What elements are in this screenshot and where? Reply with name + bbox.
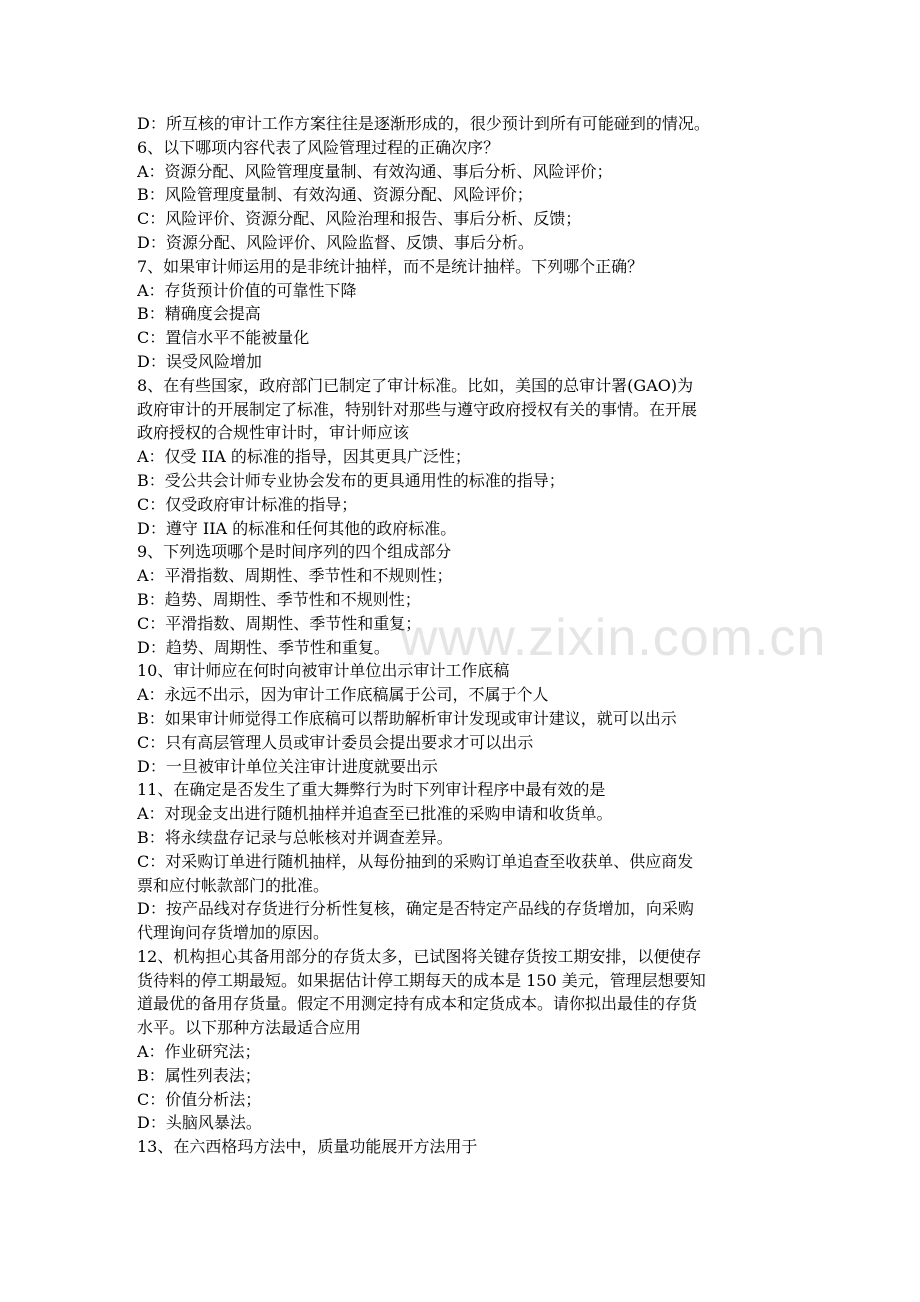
text-line: A：作业研究法；: [137, 1042, 261, 1062]
text-line: 6、以下哪项内容代表了风险管理过程的正确次序？: [137, 137, 500, 157]
text-line: D：一旦被审计单位关注审计进度就要出示: [137, 756, 438, 776]
text-line: D：资源分配、风险评价、风险监督、反馈、事后分析。: [137, 232, 534, 252]
text-line: C：置信水平不能被量化: [137, 328, 310, 348]
text-line: D：趋势、周期性、季节性和重复。: [137, 637, 390, 657]
text-line: 水平。以下那种方法最适合应用: [137, 1018, 362, 1038]
text-line: A：资源分配、风险管理度量制、有效沟通、事后分析、风险评价；: [137, 161, 613, 181]
text-line: A：对现金支出进行随机抽样并追查至已批准的采购申请和收货单。: [137, 804, 613, 824]
text-line: B：风险管理度量制、有效沟通、资源分配、风险评价；: [137, 185, 533, 205]
text-line: 9、下列选项哪个是时间序列的四个组成部分: [137, 542, 452, 562]
text-line: B：精确度会提高: [137, 304, 261, 324]
text-line: C：平滑指数、周期性、季节性和重复；: [137, 613, 422, 633]
watermark: www.zixin.com.cn: [400, 609, 827, 667]
text-line: A：永远不出示，因为审计工作底稿属于公司，不属于个人: [137, 685, 549, 705]
text-line: 政府审计的开展制定了标准，特别针对那些与遵守政府授权有关的事情。在开展: [137, 399, 698, 419]
text-line: C：对采购订单进行随机抽样，从每份抽到的采购订单追查至收获单、供应商发: [137, 851, 694, 871]
text-line: 13、在六西格玛方法中，质量功能展开方法用于: [137, 1137, 478, 1157]
text-line: 道最优的备用存货量。假定不用测定持有成本和定货成本。请你拟出最佳的存货: [137, 994, 698, 1014]
text-line: 11、在确定是否发生了重大舞弊行为时下列审计程序中最有效的是: [137, 780, 606, 800]
text-line: 12、机构担心其备用部分的存货太多，已试图将关键存货按工期安排，以便使存: [137, 946, 702, 966]
text-line: C：风险评价、资源分配、风险治理和报告、事后分析、反馈；: [137, 209, 582, 229]
text-line: B：将永续盘存记录与总帐核对并调查差异。: [137, 827, 453, 847]
text-line: D：遵守 IIA 的标准和任何其他的政府标准。: [137, 518, 457, 538]
text-line: 政府授权的合规性审计时，审计师应该: [137, 423, 410, 443]
text-line: B：趋势、周期性、季节性和不规则性；: [137, 589, 421, 609]
text-line: 8、在有些国家，政府部门已制定了审计标准。比如，美国的总审计署(GAO)为: [137, 375, 694, 395]
text-line: D：按产品线对存货进行分析性复核，确定是否特定产品线的存货增加，向采购: [137, 899, 694, 919]
text-line: D：误受风险增加: [137, 351, 262, 371]
text-line: A：存货预计价值的可靠性下降: [137, 280, 357, 300]
text-line: 货待料的停工期最短。如果据估计停工期每天的成本是 150 美元，管理层想要知: [137, 970, 706, 990]
text-line: C：只有高层管理人员或审计委员会提出要求才可以出示: [137, 732, 534, 752]
text-line: A：平滑指数、周期性、季节性和不规则性；: [137, 566, 453, 586]
text-line: D：所互核的审计工作方案往往是逐渐形成的，很少预计到所有可能碰到的情况。: [137, 114, 710, 133]
text-line: B：受公共会计师专业协会发布的更具通用性的标准的指导；: [137, 470, 565, 490]
text-line: B：属性列表法；: [137, 1065, 261, 1085]
text-line: B：如果审计师觉得工作底稿可以帮助解析审计发现或审计建议，就可以出示: [137, 708, 677, 728]
text-line: A：仅受 IIA 的标准的指导，因其更具广泛性；: [137, 447, 471, 467]
text-line: 代理询问存货增加的原因。: [137, 923, 330, 943]
text-line: C：价值分析法；: [137, 1089, 262, 1109]
text-line: 10、审计师应在何时向被审计单位出示审计工作底稿: [137, 661, 510, 681]
text-line: 票和应付帐款部门的批准。: [137, 875, 330, 895]
text-line: 7、如果审计师运用的是非统计抽样，而不是统计抽样。下列哪个正确？: [137, 256, 644, 276]
text-line: D：头脑风暴法。: [137, 1113, 262, 1133]
text-line: C：仅受政府审计标准的指导；: [137, 494, 358, 514]
document-body: [137, 112, 787, 1159]
